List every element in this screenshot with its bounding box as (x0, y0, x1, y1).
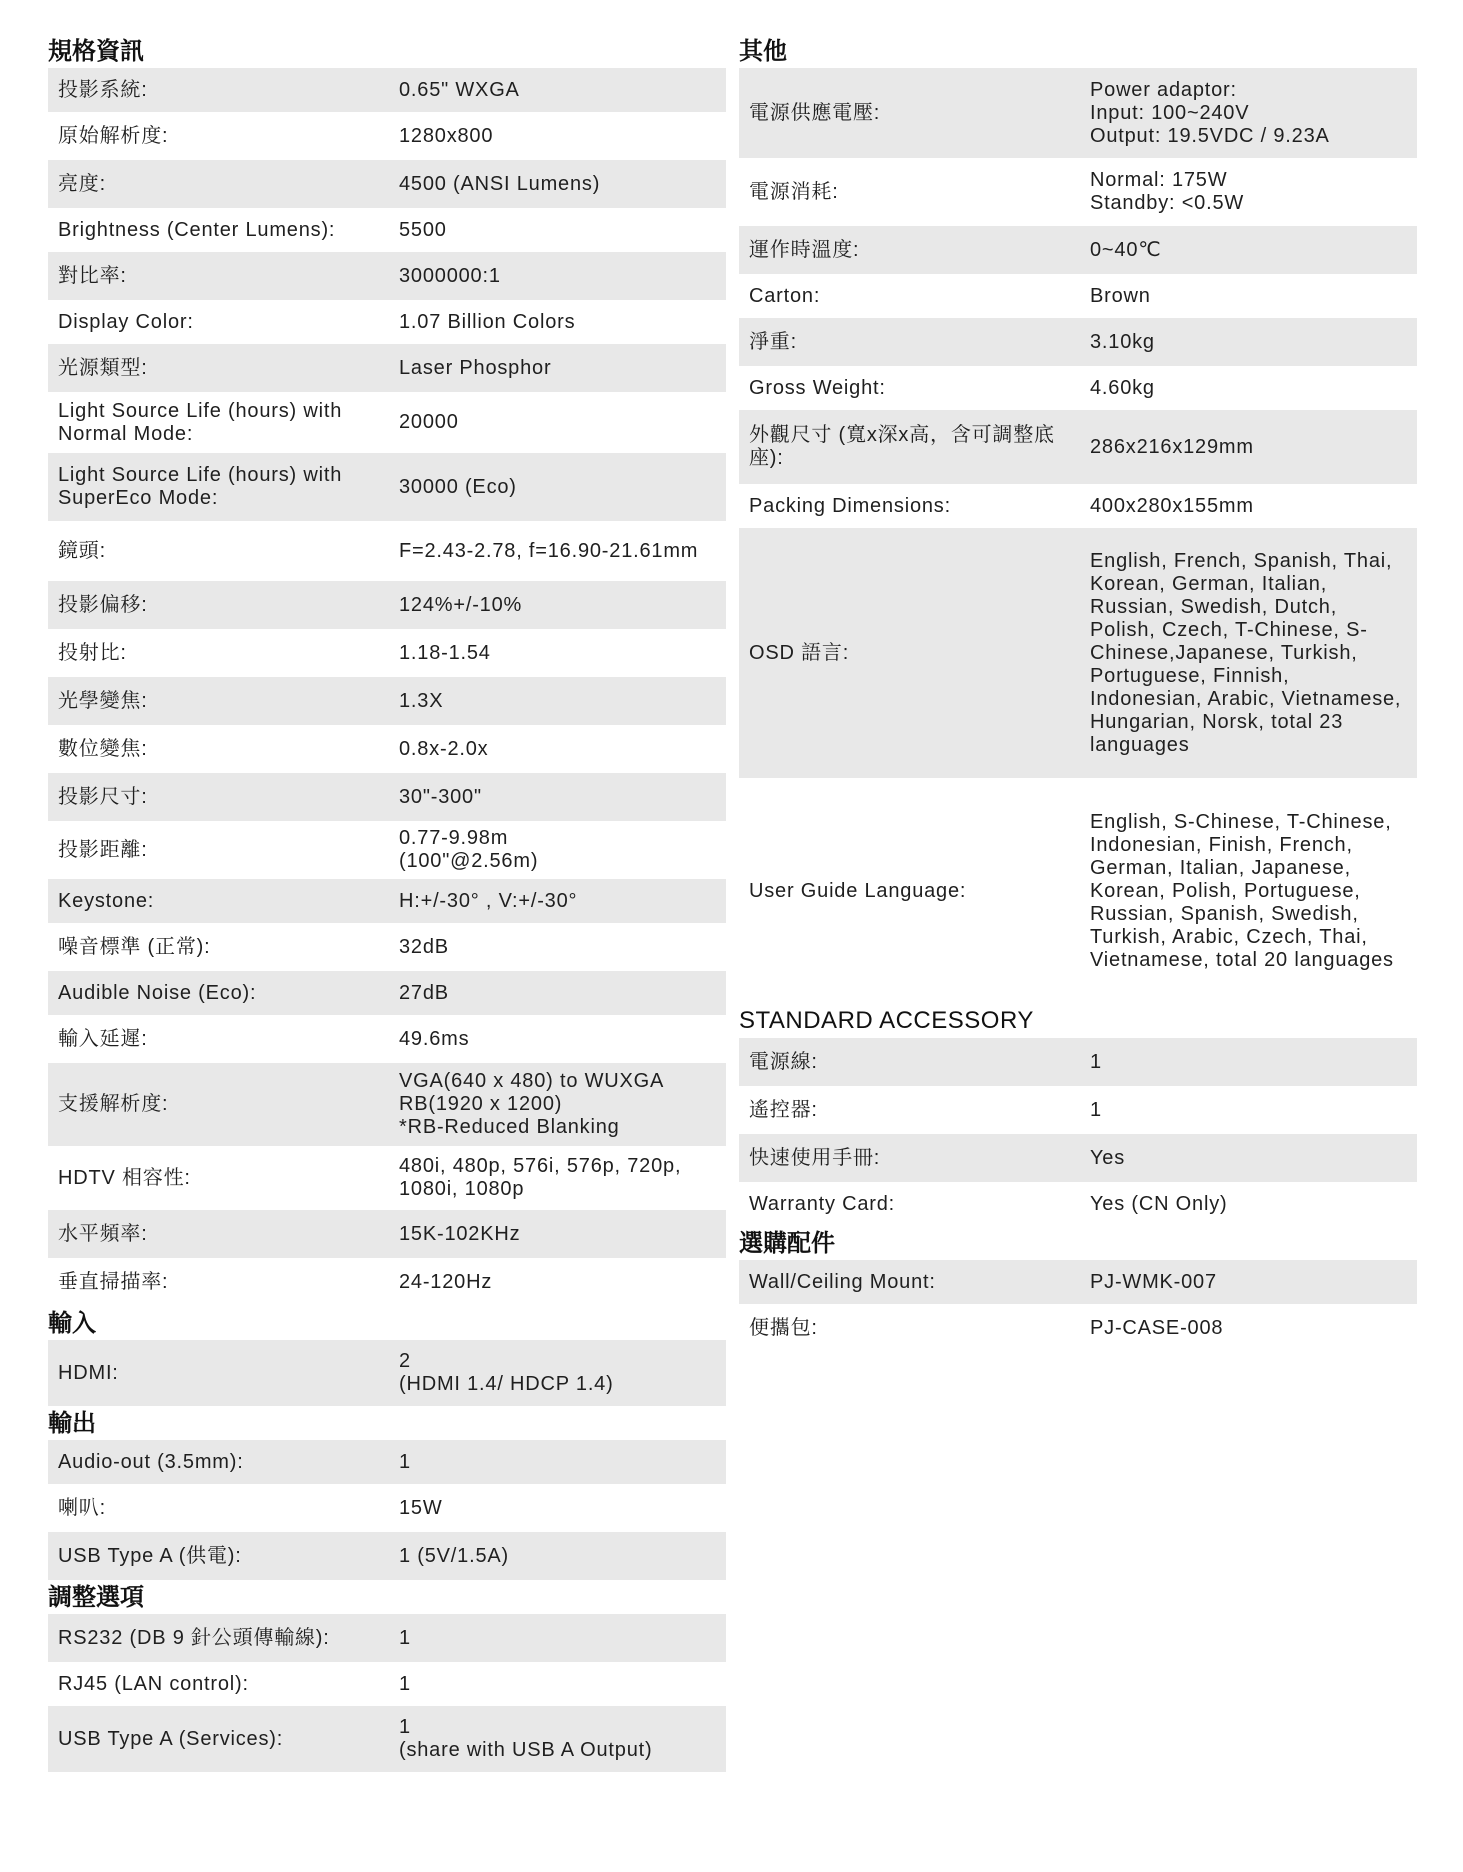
spec-label: 原始解析度: (58, 124, 169, 147)
spec-label: 對比率: (58, 264, 127, 287)
spec-row (48, 773, 726, 821)
spec-value: VGA(640 x 480) to WUXGA RB(1920 x 1200) *RB-Reduced Blanking (399, 1070, 664, 1138)
spec-row (48, 677, 726, 725)
spec-value: English, S-Chinese, T-Chinese, Indonesian, Finish, French, German, Italian, Japanese, Korean, Polish, Portuguese, Russian, Spanish, Swedish, Turkish, Arabic, Czech, Thai, Vietnamese, total 20 languages (1090, 810, 1394, 971)
spec-label: RJ45 (LAN control): (58, 1672, 249, 1695)
spec-row (48, 923, 726, 971)
spec-value: Brown (1090, 284, 1151, 307)
spec-label: 便攜包: (749, 1316, 818, 1339)
spec-label: Audible Noise (Eco): (58, 981, 257, 1004)
spec-label: 鏡頭: (58, 539, 106, 562)
spec-row (739, 1134, 1417, 1182)
spec-value: 1 (399, 1450, 411, 1473)
spec-label: 喇叭: (58, 1496, 106, 1519)
spec-value: 49.6ms (399, 1027, 470, 1050)
spec-row (48, 344, 726, 392)
spec-row (739, 1304, 1417, 1352)
spec-label: 輸入延遲: (58, 1027, 148, 1050)
spec-row (48, 971, 726, 1015)
spec-label: 噪音標準 (正常): (58, 935, 211, 958)
spec-label: 投影系統: (58, 78, 148, 101)
spec-row (739, 1260, 1417, 1304)
spec-value: 1.18-1.54 (399, 641, 491, 664)
spec-row (739, 1182, 1417, 1226)
spec-label: 水平頻率: (58, 1222, 148, 1245)
spec-row (739, 484, 1417, 528)
spec-value: 286x216x129mm (1090, 435, 1254, 458)
spec-label: OSD 語言: (749, 641, 850, 664)
spec-row (48, 1015, 726, 1063)
spec-label: Wall/Ceiling Mount: (749, 1270, 936, 1293)
spec-row (739, 528, 1417, 778)
spec-label: Carton: (749, 284, 821, 307)
spec-label: 數位變焦: (58, 737, 148, 760)
spec-value: English, French, Spanish, Thai, Korean, German, Italian, Russian, Swedish, Dutch, Polish, Czech, T-Chinese, S-Chinese,Japanese, Turkish, Portuguese, Finnish, Indonesian, Arabic, Vietnamese, Hungarian, Norsk, total 23 languages (1090, 549, 1402, 756)
spec-label: 電源供應電壓: (749, 101, 881, 124)
spec-label: Audio-out (3.5mm): (58, 1450, 244, 1473)
spec-row (739, 410, 1417, 484)
spec-label: HDTV 相容性: (58, 1166, 191, 1189)
spec-row (739, 158, 1417, 226)
spec-value: 1 (share with USB A Output) (399, 1716, 653, 1761)
spec-label: 外觀尺寸 (寬x深x高，含可調整底座): (749, 424, 1055, 469)
spec-value: 1280x800 (399, 124, 494, 147)
output-table (48, 1440, 726, 1580)
left-column (48, 34, 726, 1772)
control-table (48, 1614, 726, 1772)
spec-row (48, 252, 726, 300)
spec-label: RS232 (DB 9 針公頭傳輸線): (58, 1626, 330, 1649)
spec-value: Laser Phosphor (399, 356, 552, 379)
spec-value: 5500 (399, 218, 447, 241)
spec-label: 運作時溫度: (749, 238, 860, 261)
spec-value: PJ-WMK-007 (1090, 1270, 1217, 1293)
spec-value: 15W (399, 1496, 443, 1519)
right-column (739, 34, 1417, 1352)
spec-row (48, 1532, 726, 1580)
spec-row (48, 629, 726, 677)
spec-label: 光學變焦: (58, 689, 148, 712)
spec-row (739, 68, 1417, 158)
section-title-other: 其他 (739, 37, 787, 65)
spec-row (48, 1662, 726, 1706)
spec-value: 30000 (Eco) (399, 475, 517, 498)
spec-row (48, 160, 726, 208)
section-title-optional: 選購配件 (739, 1229, 835, 1257)
spec-value: 27dB (399, 981, 449, 1004)
spec-value: 24-120Hz (399, 1270, 493, 1293)
spec-row (739, 366, 1417, 410)
spec-row (739, 1086, 1417, 1134)
spec-row (739, 226, 1417, 274)
spec-label: USB Type A (Services): (58, 1727, 284, 1750)
spec-label: 淨重: (749, 330, 797, 353)
spec-label: 電源消耗: (749, 180, 839, 203)
spec-row (48, 1440, 726, 1484)
spec-value: 1.07 Billion Colors (399, 310, 576, 333)
spec-value: 1 (1090, 1050, 1102, 1073)
spec-row (48, 1614, 726, 1662)
spec-value: Yes (CN Only) (1090, 1192, 1228, 1215)
section-title-control: 調整選項 (48, 1583, 144, 1611)
spec-value: 124%+/-10% (399, 593, 523, 616)
spec-label: Light Source Life (hours) with SuperEco Mode: (58, 464, 343, 509)
spec-label: 快速使用手冊: (749, 1146, 881, 1169)
spec-row (48, 1340, 726, 1406)
spec-value: Normal: 175W Standby: <0.5W (1090, 169, 1245, 214)
spec-value: 4500 (ANSI Lumens) (399, 172, 601, 195)
spec-label: Keystone: (58, 889, 155, 912)
spec-row (48, 1146, 726, 1210)
spec-label: User Guide Language: (749, 879, 967, 902)
spec-value: 15K-102KHz (399, 1222, 521, 1245)
spec-row (48, 821, 726, 879)
section-title-output: 輸出 (48, 1409, 96, 1437)
spec-row (48, 68, 726, 112)
spec-row (48, 392, 726, 453)
section-title-spec: 規格資訊 (48, 37, 144, 65)
spec-value: 1.3X (399, 689, 444, 712)
spec-value: 1 (5V/1.5A) (399, 1544, 509, 1567)
spec-row (739, 778, 1417, 1004)
spec-label: Display Color: (58, 310, 194, 333)
spec-label: Brightness (Center Lumens): (58, 218, 336, 241)
spec-value: 1 (1090, 1098, 1102, 1121)
spec-table (48, 68, 726, 1306)
spec-row (739, 318, 1417, 366)
spec-label: 投影距離: (58, 838, 148, 861)
spec-row (48, 112, 726, 160)
spec-row (48, 453, 726, 521)
spec-value: H:+/-30° , V:+/-30° (399, 889, 578, 912)
optional-table (739, 1260, 1417, 1352)
spec-row (48, 1706, 726, 1772)
spec-value: 400x280x155mm (1090, 494, 1254, 517)
spec-row (48, 521, 726, 581)
spec-row (48, 879, 726, 923)
spec-label: 投射比: (58, 641, 127, 664)
spec-label: 投影偏移: (58, 593, 148, 616)
spec-value: 0.77-9.98m (100"@2.56m) (399, 827, 539, 872)
spec-value: 2 (HDMI 1.4/ HDCP 1.4) (399, 1350, 614, 1395)
spec-value: 480i, 480p, 576i, 576p, 720p, 1080i, 1080p (399, 1155, 682, 1200)
spec-row (48, 300, 726, 344)
spec-value: 1 (399, 1626, 411, 1649)
spec-row (739, 1038, 1417, 1086)
spec-label: 支援解析度: (58, 1093, 169, 1115)
spec-label: HDMI: (58, 1361, 119, 1384)
spec-value: 3.10kg (1090, 330, 1155, 353)
section-title-input: 輸入 (48, 1309, 96, 1337)
spec-value: Power adaptor: Input: 100~240V Output: 19.5VDC / 9.23A (1090, 78, 1330, 147)
spec-row (48, 581, 726, 629)
spec-label: USB Type A (供電): (58, 1544, 242, 1567)
spec-value: 20000 (399, 411, 459, 433)
spec-value: 3000000:1 (399, 264, 501, 287)
spec-label: 亮度: (58, 172, 106, 195)
accessory-table (739, 1038, 1417, 1226)
spec-label: 投影尺寸: (58, 785, 148, 808)
spec-row (48, 1063, 726, 1146)
spec-value: 4.60kg (1090, 376, 1155, 399)
spec-label: Warranty Card: (749, 1192, 896, 1215)
spec-row (48, 208, 726, 252)
spec-label: 遙控器: (749, 1098, 818, 1121)
spec-value: 0.8x-2.0x (399, 737, 489, 760)
spec-row (48, 1210, 726, 1258)
spec-value: 1 (399, 1672, 411, 1695)
spec-row (48, 1258, 726, 1306)
other-table (739, 68, 1417, 1004)
spec-value: 30"-300" (399, 785, 482, 808)
input-table (48, 1340, 726, 1406)
spec-label: Light Source Life (hours) with Normal Mode: (58, 399, 343, 445)
spec-label: Gross Weight: (749, 376, 886, 399)
spec-value: Yes (1090, 1146, 1126, 1169)
spec-row (48, 725, 726, 773)
spec-label: 垂直掃描率: (58, 1270, 169, 1293)
spec-row (739, 274, 1417, 318)
spec-label: Packing Dimensions: (749, 494, 951, 517)
spec-value: PJ-CASE-008 (1090, 1316, 1224, 1339)
spec-row (48, 1484, 726, 1532)
spec-value: 32dB (399, 935, 449, 958)
spec-label: 電源線: (749, 1050, 818, 1073)
spec-value: 0.65" WXGA (399, 78, 520, 101)
spec-value: F=2.43-2.78, f=16.90-21.61mm (399, 539, 699, 562)
spec-label: 光源類型: (58, 356, 148, 379)
spec-value: 0~40℃ (1090, 238, 1162, 261)
section-title-accessory: STANDARD ACCESSORY (739, 1007, 1034, 1034)
